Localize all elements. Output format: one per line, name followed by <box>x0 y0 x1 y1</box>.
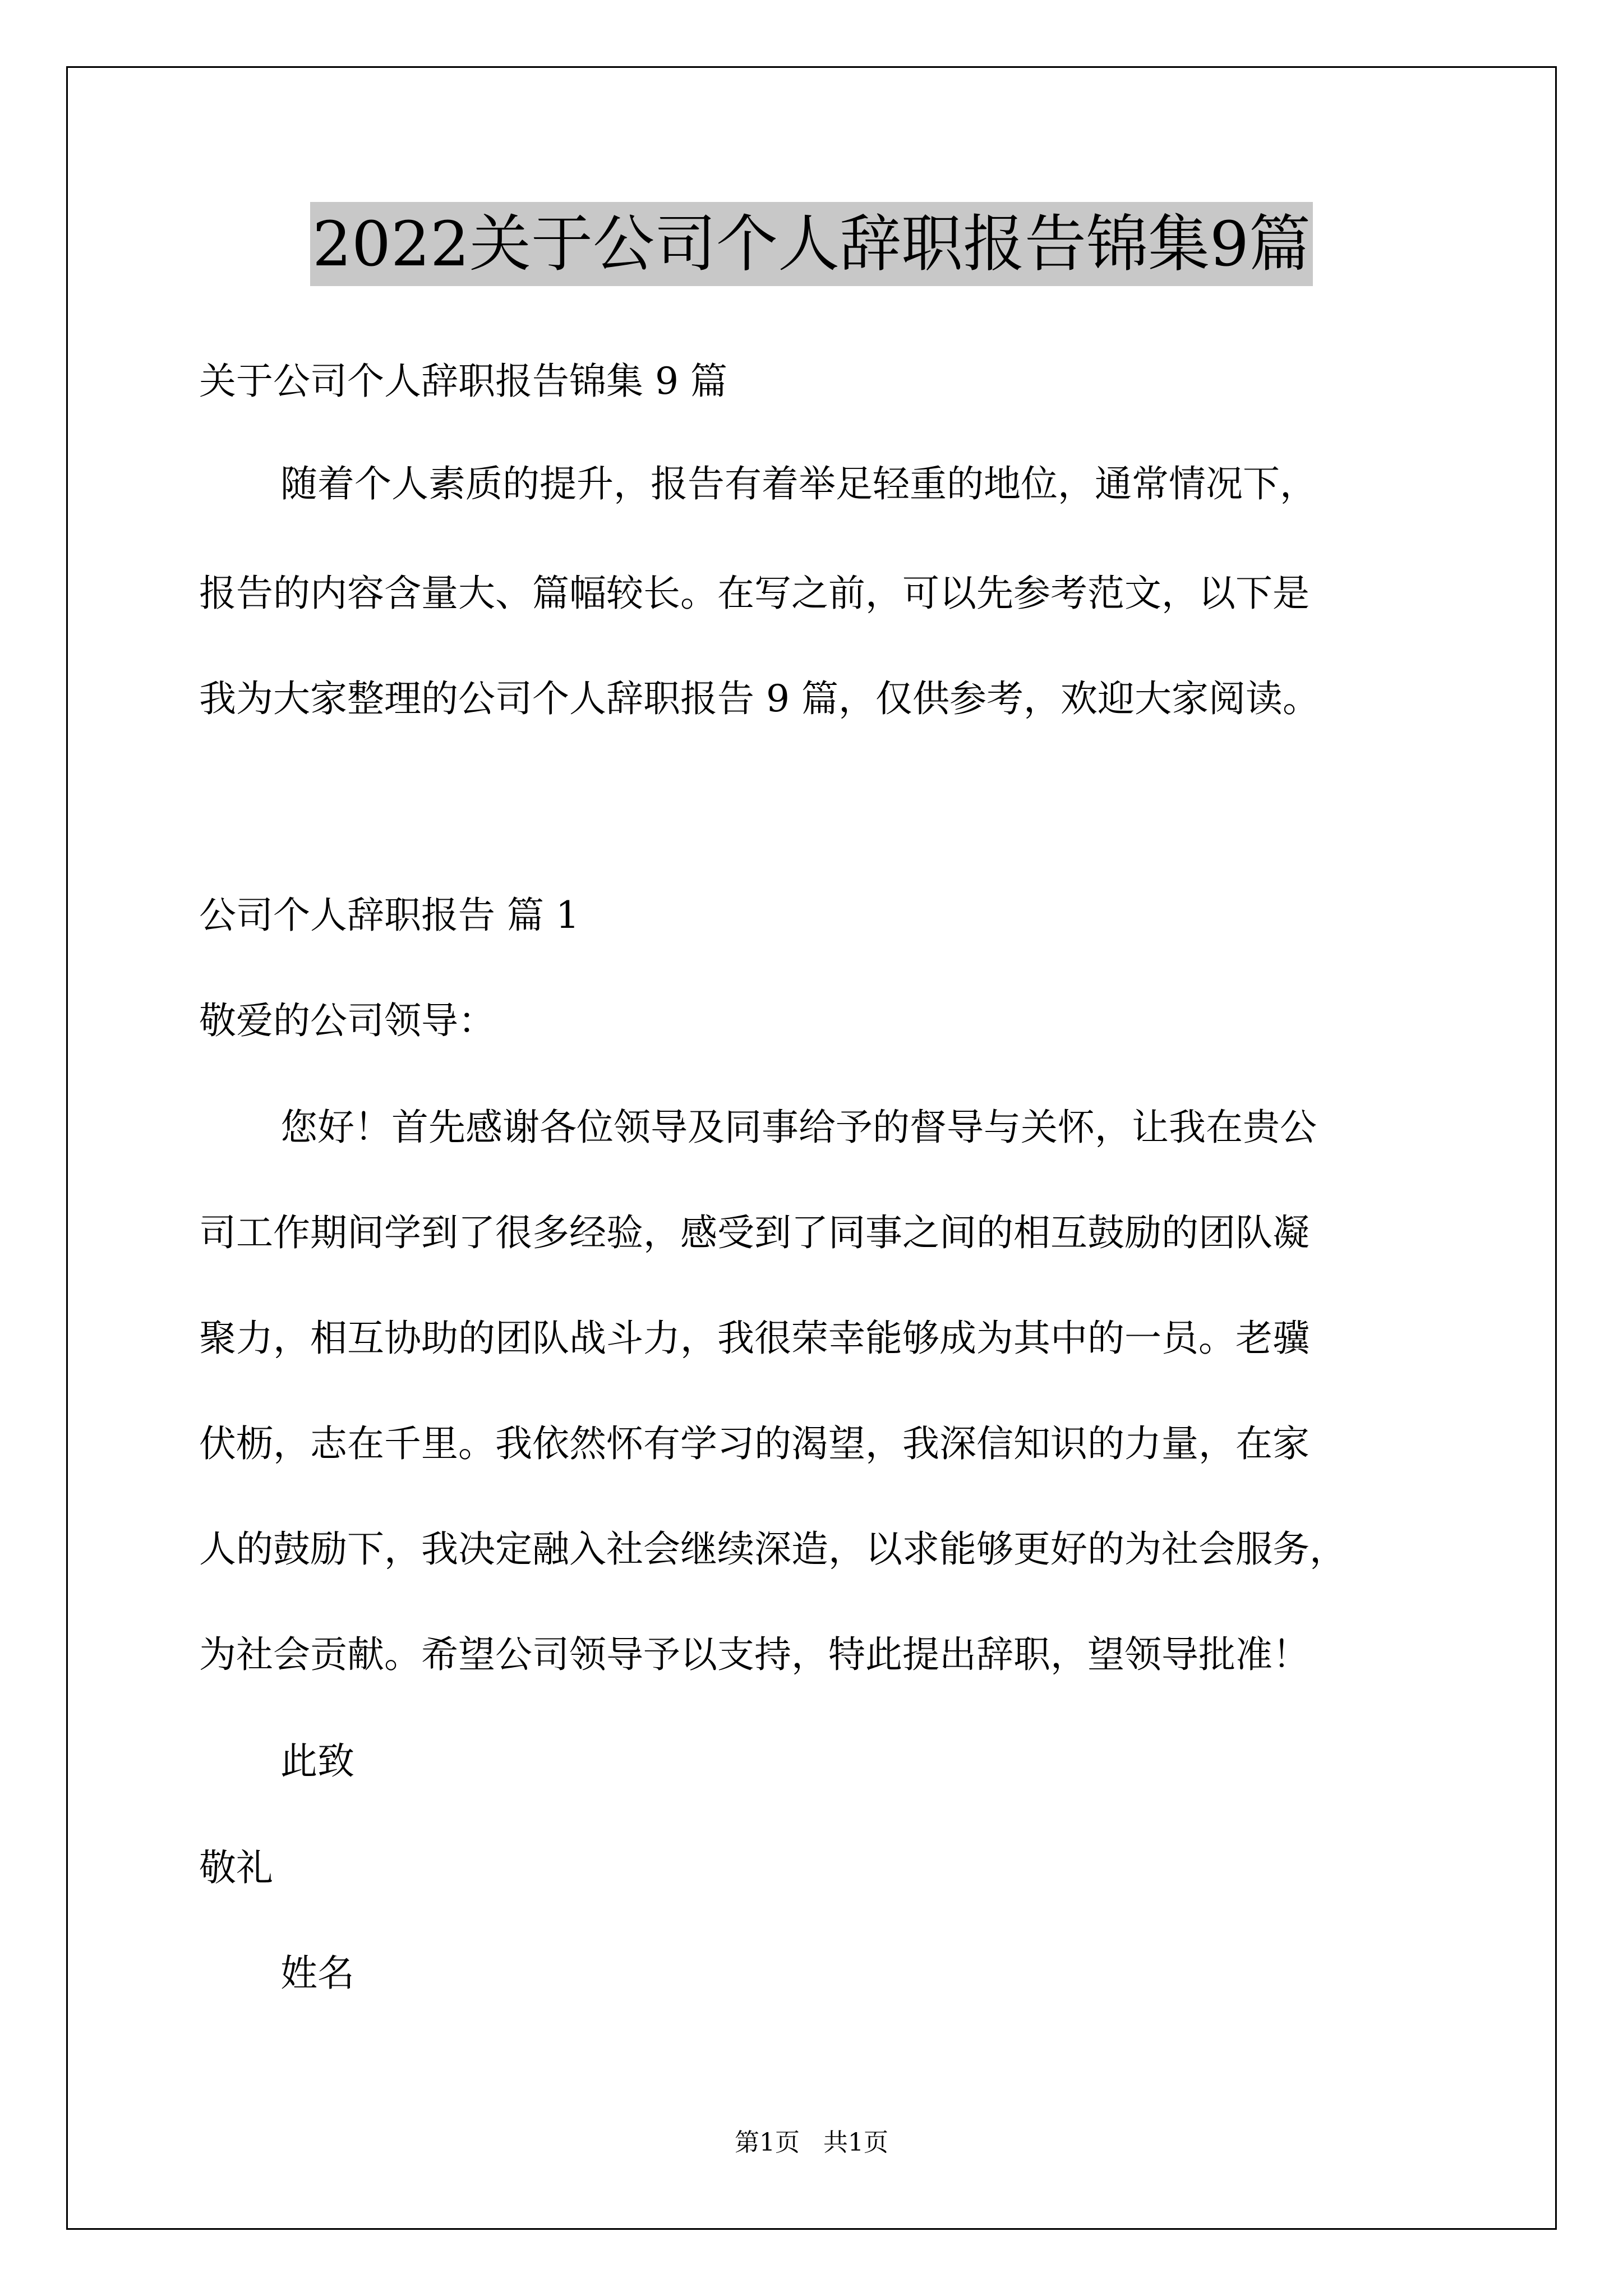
intro-line-1: 随着个人素质的提升，报告有着举足轻重的地位，通常情况下， <box>280 462 1317 505</box>
intro-line-2: 报告的内容含量大、篇幅较长。在写之前，可以先参考范文，以下是 <box>199 572 1310 615</box>
page-number: 第1页 <box>735 2128 800 2157</box>
closing-this: 此致 <box>280 1740 354 1783</box>
document-subtitle: 关于公司个人辞职报告锦集 9 篇 <box>199 360 727 403</box>
body-line-2: 司工作期间学到了很多经验，感受到了同事之间的相互鼓励的团队凝 <box>199 1211 1310 1254</box>
document-title: 2022关于公司个人辞职报告锦集9篇 <box>310 202 1313 286</box>
section-heading: 公司个人辞职报告 篇 1 <box>199 894 579 937</box>
intro-line-3: 我为大家整理的公司个人辞职报告 9 篇，仅供参考，欢迎大家阅读。 <box>199 677 1320 720</box>
salutation: 敬爱的公司领导： <box>199 999 495 1042</box>
page-footer <box>0 2126 1623 2160</box>
body-line-4: 伏枥，志在千里。我依然怀有学习的渴望，我深信知识的力量，在家 <box>199 1422 1310 1465</box>
body-line-1: 您好！首先感谢各位领导及同事给予的督导与关怀，让我在贵公 <box>280 1106 1317 1149</box>
body-line-6: 为社会贡献。希望公司领导予以支持，特此提出辞职，望领导批准！ <box>199 1633 1310 1676</box>
title-block <box>0 202 1623 286</box>
body-line-5: 人的鼓励下，我决定融入社会继续深造，以求能够更好的为社会服务， <box>199 1527 1347 1571</box>
body-line-3: 聚力，相互协助的团队战斗力，我很荣幸能够成为其中的一员。老骥 <box>199 1317 1310 1360</box>
closing-salute: 敬礼 <box>199 1846 273 1889</box>
page-total: 共1页 <box>823 2128 888 2157</box>
signature-name: 姓名 <box>280 1952 354 1995</box>
